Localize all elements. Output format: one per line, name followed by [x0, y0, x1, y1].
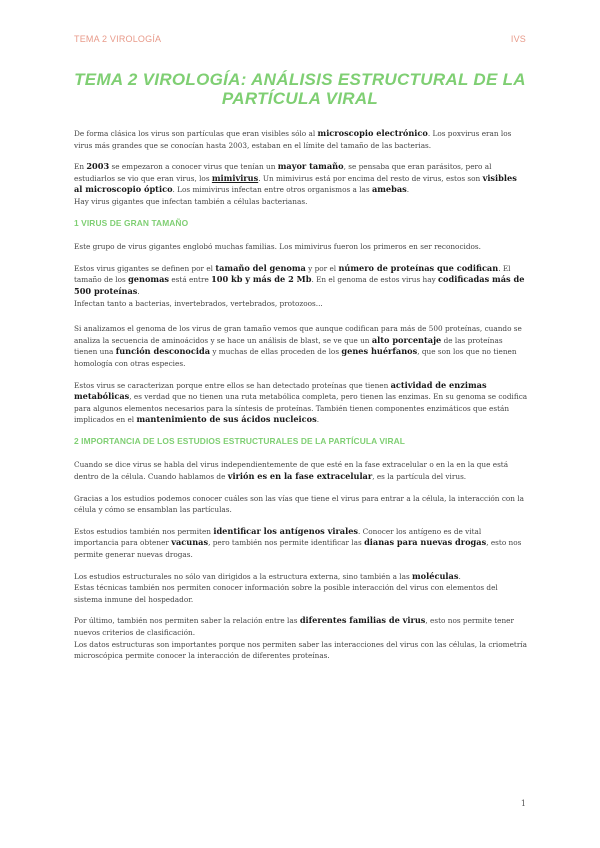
paragraph-antigens: [74, 526, 528, 561]
bold-term: vacunas: [171, 537, 209, 548]
text: . El tamaño de los: [74, 263, 511, 285]
bold-term: microscopio electrónico: [317, 128, 428, 138]
text: , es verdad que no tienen una ruta metabólica completa, pero tienen las enzimas. En su genoma se codifica para algunos elementos necesarios para la síntesis de proteínas. También tienen componentes enzimáticos que están implicados en el: [74, 392, 528, 425]
text: . Conocer los antígeno es de vital importancia para obtener: [74, 526, 482, 548]
text: Si analizamos el genoma de los virus de gran tamaño vemos que aunque codifican para más de 500 proteínas, cuando se analiza la secuencia de aminoácidos y se hace un análisis de blast, se ve que un: [74, 324, 522, 345]
document-body: [74, 128, 528, 672]
bold-term: mimivirus: [211, 172, 259, 183]
bold-term: alto porcentaje: [371, 334, 442, 345]
text: Estos estudios también nos permiten: [74, 526, 214, 536]
paragraph-mimivirus: [74, 161, 528, 207]
bold-term: 2003: [86, 161, 110, 172]
text: De forma clásica los virus son partículas que eran visibles sólo al: [74, 129, 318, 138]
bold-term: genomas: [128, 274, 170, 285]
bold-term: mayor tamaño: [277, 161, 344, 172]
text: Por último, también nos permiten saber la relación entre las: [74, 616, 300, 626]
text: , esto nos permite generar nuevas drogas.: [74, 538, 522, 560]
page-header: [74, 34, 526, 48]
bold-term: dianas para nuevas drogas: [364, 537, 487, 548]
text: . Los poxvirus eran los virus más grandes que se conocían hasta 2003, estaban en el límite del tamaño de las bacterias.: [74, 129, 512, 150]
bold-term: amebas: [371, 184, 407, 195]
text: de las proteínas tienen una: [74, 335, 503, 357]
text: .: [406, 185, 410, 195]
text: En: [74, 162, 87, 172]
paragraph-classification: [74, 615, 528, 661]
bold-term: función desconocida: [115, 346, 211, 357]
paragraph-molecules: [74, 571, 528, 606]
section-heading-2: 2 IMPORTANCIA DE LOS ESTUDIOS ESTRUCTURALES DE LA PARTÍCULA VIRAL: [74, 435, 405, 446]
text: , que son los que no tienen homología con otras especies.: [74, 347, 517, 368]
bold-term: actividad de enzimas metabólicas: [74, 379, 487, 402]
paragraph-enzymes: [74, 380, 528, 426]
text: se empezaron a conocer virus que tenían un: [109, 162, 278, 172]
text: está entre: [169, 275, 212, 285]
text: Estos virus gigantes se definen por el: [74, 263, 216, 273]
bold-term: mantenimiento de sus ácidos nucleicos: [136, 414, 317, 425]
bold-term: codificadas más de 500 proteínas: [74, 274, 525, 296]
text: .: [137, 286, 140, 296]
text: y por el: [305, 263, 339, 273]
text: . Los mimivirus infectan entre otros organismos a las: [172, 185, 372, 195]
bold-term: visibles al microscopio óptico: [74, 172, 517, 195]
text: Estos virus se caracterizan porque entre ellos se han detectado proteínas que tienen: [74, 380, 391, 390]
text: , es la partícula del virus.: [372, 472, 467, 482]
text: . En el genoma de estos virus hay: [311, 275, 439, 285]
text: Infectan tanto a bacterias, invertebrados, vertebrados, protozoos...: [74, 298, 323, 308]
text: . Un mimivirus está por encima del resto de virus, estos son: [258, 173, 483, 183]
paragraph-families: Este grupo de virus gigantes englobó muchas familias. Los mimivirus fueron los primeros en ser reconocidos.: [74, 242, 482, 252]
paragraph-genome: [74, 263, 528, 309]
bold-term: diferentes familias de virus: [299, 615, 426, 626]
text: Estas técnicas también nos permiten conocer información sobre la posible interacción del virus con elementos del sistema inmune del hospedador.: [74, 583, 498, 604]
document-title: TEMA 2 VIROLOGÍA: ANÁLISIS ESTRUCTURAL DE LA PARTÍCULA VIRAL: [74, 70, 526, 108]
text: , esto nos permite tener nuevos criterios de clasificación.: [74, 616, 514, 637]
text: .: [458, 571, 461, 581]
paragraph-intro: [74, 128, 528, 151]
bold-term: número de proteínas que codifican: [338, 262, 499, 273]
text: Los datos estructuras son importantes porque nos permiten saber las interacciones del virus con las células, la criometría microscópica permite conocer la interacción de diferentes proteínas.: [74, 639, 527, 661]
bold-term: 100 kb y más de 2 Mb: [211, 274, 312, 285]
bold-term: genes huérfanos: [341, 346, 418, 357]
text: Cuando se dice virus se habla del virus independientemente de que esté en la fase extracelular o en la en la que está dentro de la célula. Cuando hablamos de: [74, 460, 509, 482]
paragraph-entry-pathways: Gracias a los estudios podemos conocer cuáles son las vías que tiene el virus para entrar a la célula, la interacción con la célula y cómo se ensamblan las partículas.: [74, 493, 525, 515]
header-author-initials: IVS: [510, 34, 526, 44]
text: , pero también nos permite identificar las: [208, 538, 365, 548]
text: Hay virus gigantes que infectan también a células bacterianas.: [74, 196, 308, 206]
text: y muchas de ellas proceden de los: [210, 347, 342, 357]
paragraph-orphan-genes: [74, 323, 528, 369]
bold-term: moléculas: [412, 570, 459, 581]
paragraph-virion: [74, 459, 528, 482]
bold-term: identificar los antígenos virales: [213, 525, 359, 536]
section-heading-1: 1 VIRUS DE GRAN TAMAÑO: [74, 217, 189, 228]
header-course-title: TEMA 2 VIROLOGÍA: [74, 34, 162, 44]
text: .: [316, 415, 320, 425]
page-number: 1: [520, 799, 526, 808]
text: Los estudios estructurales no sólo van dirigidos a la estructura externa, sino también a las: [74, 571, 413, 581]
text: , se pensaba que eran parásitos, pero al estudiarlos se vio que eran virus, los: [74, 162, 492, 183]
bold-term: tamaño del genoma: [215, 262, 306, 273]
bold-term: virión es en la fase extracelular: [227, 471, 373, 482]
